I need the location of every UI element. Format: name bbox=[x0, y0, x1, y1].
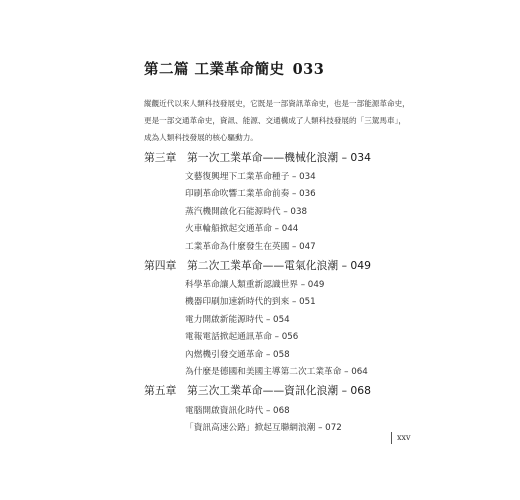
toc-entry: 「資訊高速公路」掀起互聯網浪潮 – 072 bbox=[185, 423, 342, 434]
chapter-title: 第二次工業革命——電氣化浪潮 – 049 bbox=[187, 259, 372, 272]
section-list bbox=[185, 169, 316, 256]
toc-entry: 機器印刷加速新時代的到來 – 051 bbox=[185, 297, 316, 308]
section-list bbox=[185, 403, 342, 438]
part-page-number: 033 bbox=[292, 61, 325, 78]
toc-entry: 電腦開啟資訊化時代 – 068 bbox=[185, 406, 290, 416]
folio-divider bbox=[391, 432, 392, 444]
intro-line: 縱觀近代以來人類科技發展史，它既是一部資訊革命史，也是一部能源革命史， bbox=[144, 99, 410, 108]
chapter-heading bbox=[144, 150, 371, 165]
page-folio: xxv bbox=[397, 433, 411, 442]
chapter-heading bbox=[144, 258, 371, 273]
chapter-label: 第五章 bbox=[144, 384, 177, 397]
intro-line: 成為人類科技發展的核心驅動力。 bbox=[144, 133, 258, 142]
chapter-label: 第三章 bbox=[144, 151, 177, 164]
chapter-title: 第三次工業革命——資訊化浪潮 – 068 bbox=[187, 384, 372, 397]
toc-entry: 蒸汽機開啟化石能源時代 – 038 bbox=[185, 206, 308, 217]
toc-entry: 工業革命為什麼發生在英國 – 047 bbox=[185, 241, 316, 252]
toc-entry: 電報電話掀起通訊革命 – 056 bbox=[185, 332, 299, 343]
toc-entry: 印刷革命吹響工業革命前奏 – 036 bbox=[185, 189, 316, 200]
part-title: 第二篇 工業革命簡史 bbox=[144, 61, 285, 78]
intro-line: 更是一部交通革命史，資訊、能源、交通構成了人類科技發展的「三駕馬車」， bbox=[144, 116, 406, 125]
chapter-title: 第一次工業革命——機械化浪潮 – 034 bbox=[187, 151, 372, 164]
toc-entry: 內燃機引發交通革命 – 058 bbox=[185, 349, 290, 360]
chapter-label: 第四章 bbox=[144, 259, 177, 272]
toc-entry: 科學革命讓人類重新認識世界 – 049 bbox=[185, 280, 325, 290]
part-heading bbox=[144, 58, 324, 79]
part-intro bbox=[144, 95, 424, 146]
toc-entry: 電力開啟新能源時代 – 054 bbox=[185, 314, 290, 325]
toc-entry: 文藝復興埋下工業革命種子 – 034 bbox=[185, 172, 316, 182]
section-list bbox=[185, 277, 368, 381]
chapter-heading bbox=[144, 383, 371, 398]
toc-entry: 火車輪船掀起交通革命 – 044 bbox=[185, 224, 299, 235]
toc-entry: 為什麼是德國和美國主導第二次工業革命 – 064 bbox=[185, 366, 368, 377]
